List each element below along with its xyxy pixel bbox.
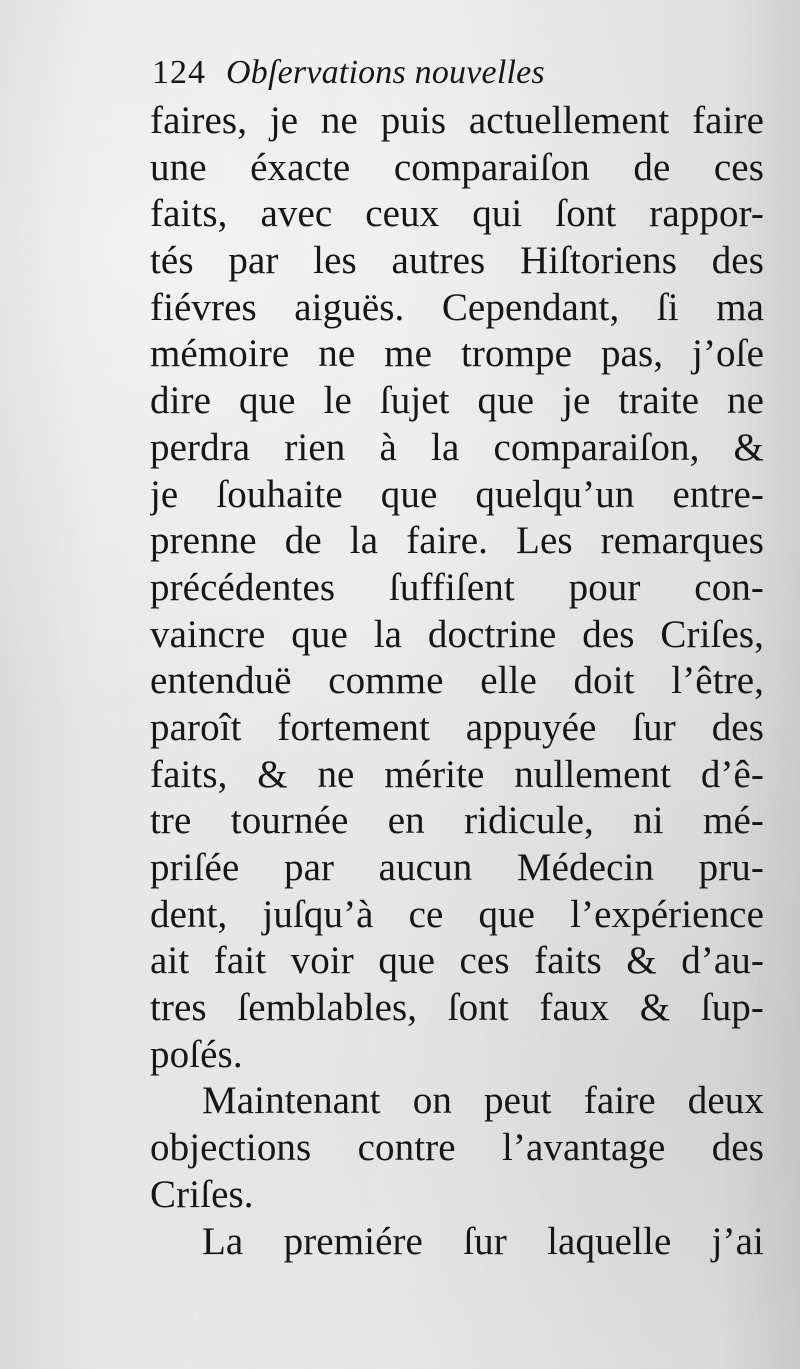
text-line: priſée par aucun Médecin pru- (150, 846, 764, 889)
running-title: Obſervations nouvelles (226, 54, 545, 91)
text-line: une éxacte comparaiſon de ces (150, 145, 764, 189)
text-line: paroît fortement appuyée ſur des (150, 705, 764, 749)
text-line: dent, juſqu’à ce que l’expérience (150, 892, 764, 936)
text-line: perdra rien à la comparaiſon, & (150, 425, 764, 469)
text-line: fiévres aiguës. Cependant, ſi ma (150, 285, 764, 329)
text-line: entenduë comme elle doit l’être, (150, 659, 764, 703)
paragraph-start-line: La premiére ſur laquelle j’ai (202, 1219, 764, 1263)
text-line: ait fait voir que ces faits & d’au- (150, 939, 764, 983)
text-line: dire que le ſujet que je traite ne (150, 379, 764, 423)
text-line: prenne de la faire. Les remarques (150, 519, 764, 563)
text-line: mémoire ne me trompe pas, j’oſe (150, 332, 764, 376)
text-line: faits, avec ceux qui ſont rappor- (150, 192, 764, 236)
text-line: tres ſemblables, ſont faux & ſup- (150, 986, 764, 1030)
text-line: tre tournée en ridicule, ni mé- (150, 799, 764, 843)
text-line: objections contre l’avantage des (150, 1126, 764, 1170)
text-line: faires, je ne puis actuellement faire (150, 99, 764, 142)
text-line: Criſes. (150, 1172, 254, 1216)
text-line: tés par les autres Hiſtoriens des (150, 239, 764, 283)
text-line: précédentes ſuffiſent pour con- (150, 565, 764, 609)
page-number: 124 (152, 54, 206, 91)
text-line: je ſouhaite que quelqu’un entre- (150, 472, 764, 516)
body-text (150, 98, 764, 1318)
text-line: vaincre que la doctrine des Criſes, (150, 612, 764, 656)
paragraph-start-line: Maintenant on peut faire deux (202, 1079, 764, 1123)
text-line: faits, & ne mérite nullement d’ê- (150, 752, 764, 796)
text-line: poſés. (150, 1032, 243, 1076)
page-header (152, 56, 672, 96)
